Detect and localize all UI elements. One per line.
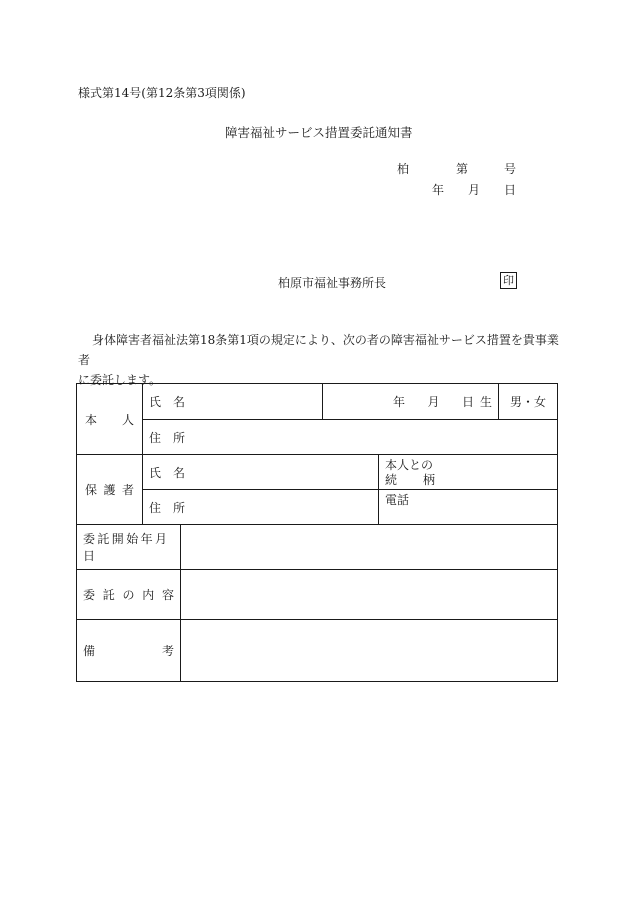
form-number: 様式第14号(第12条第3項関係) bbox=[78, 86, 246, 100]
person-address-label: 住 所 bbox=[149, 430, 186, 445]
guardian-head-3: 者 bbox=[121, 483, 134, 497]
guardian-address-cell[interactable] bbox=[143, 490, 379, 525]
relation-cell[interactable] bbox=[379, 455, 558, 490]
date-day: 日 bbox=[504, 183, 517, 197]
phone-label: 電話 bbox=[385, 493, 410, 507]
phone-cell[interactable] bbox=[379, 490, 558, 525]
guardian-address-label: 住 所 bbox=[149, 500, 186, 515]
birth-suffix: 生 bbox=[480, 395, 493, 409]
content-label-cell bbox=[77, 570, 181, 620]
content-char-1: 委 bbox=[83, 588, 96, 602]
person-header bbox=[77, 384, 143, 455]
seal-mark: 印 bbox=[500, 272, 517, 289]
person-name-label: 氏 名 bbox=[149, 395, 186, 409]
content-char-5: 容 bbox=[161, 588, 174, 602]
guardian-header bbox=[77, 455, 143, 525]
date-month: 月 bbox=[468, 183, 481, 197]
date-year: 年 bbox=[432, 183, 445, 197]
remarks-char-1: 備 bbox=[83, 644, 96, 658]
relation-line-1: 本人との bbox=[385, 458, 434, 472]
person-address-cell[interactable] bbox=[143, 420, 558, 455]
start-date-label: 委託開始年月日 bbox=[83, 532, 170, 563]
remarks-char-2: 考 bbox=[161, 644, 174, 658]
details-table bbox=[76, 383, 558, 682]
birthdate-cell[interactable] bbox=[323, 384, 499, 420]
number-dai: 第 bbox=[456, 162, 469, 176]
remarks-value[interactable] bbox=[181, 620, 558, 682]
content-char-3: の bbox=[122, 588, 135, 602]
person-head-2: 人 bbox=[121, 412, 134, 427]
relation-gara: 柄 bbox=[423, 473, 436, 487]
start-date-label-cell bbox=[77, 525, 181, 570]
sex-choice: 男・女 bbox=[510, 395, 547, 409]
number-prefix: 柏 bbox=[397, 162, 410, 176]
body-line-1: 身体障害者福祉法第18条第1項の規定により、次の者の障害福祉サービス措置を貴事業者 bbox=[78, 333, 559, 367]
guardian-head-2: 護 bbox=[103, 483, 116, 497]
birth-year: 年 bbox=[393, 395, 406, 409]
guardian-name-label: 氏 名 bbox=[149, 465, 186, 480]
guardian-name-cell[interactable] bbox=[143, 455, 379, 490]
content-char-4: 内 bbox=[142, 588, 155, 602]
number-go: 号 bbox=[504, 162, 517, 176]
remarks-label-cell bbox=[77, 620, 181, 682]
relation-zoku: 続 bbox=[385, 473, 398, 487]
person-name-cell[interactable] bbox=[143, 384, 323, 420]
body-text bbox=[78, 330, 560, 390]
guardian-head-1: 保 bbox=[85, 483, 98, 497]
content-value[interactable] bbox=[181, 570, 558, 620]
birth-month: 月 bbox=[427, 395, 440, 409]
person-head-1: 本 bbox=[85, 412, 98, 427]
birth-day: 日 bbox=[461, 395, 474, 409]
start-date-value[interactable] bbox=[181, 525, 558, 570]
content-char-2: 託 bbox=[102, 588, 115, 602]
body-line-2: に委託します。 bbox=[78, 373, 162, 387]
document-title: 障害福祉サービス措置委託通知書 bbox=[225, 125, 413, 140]
issuer-name: 柏原市福祉事務所長 bbox=[278, 276, 387, 290]
sex-cell[interactable] bbox=[499, 384, 558, 420]
